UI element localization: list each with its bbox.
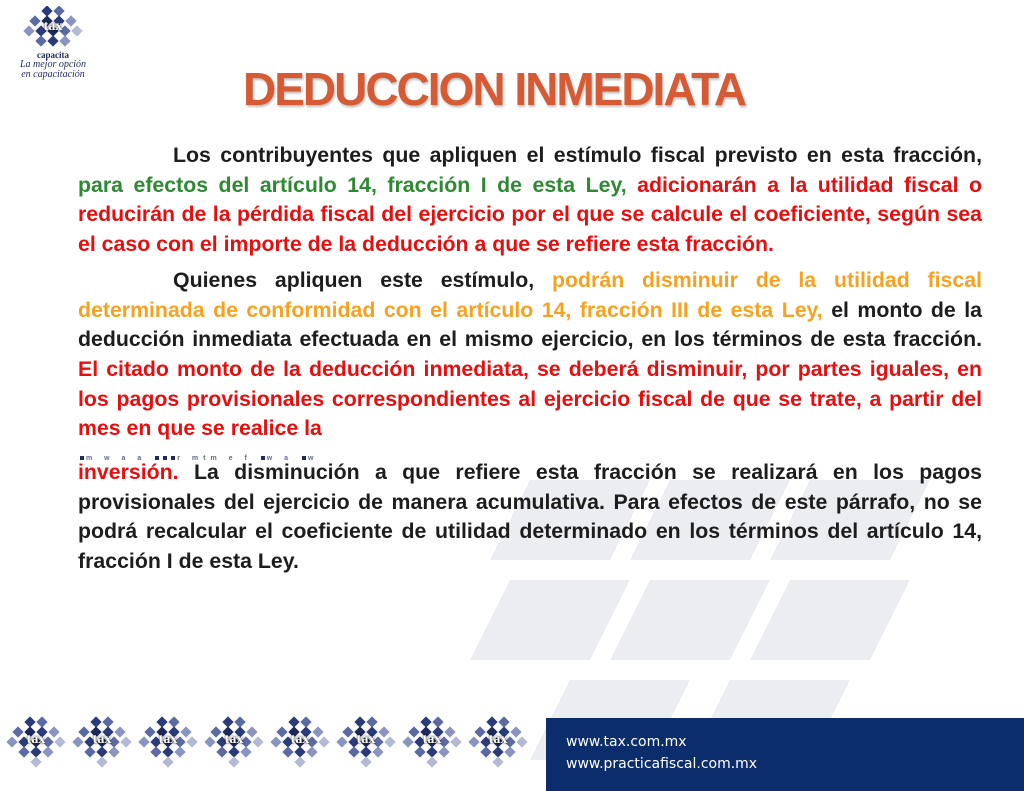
footer-logo: [336, 712, 396, 770]
p1-run-3: adicionarán a la utilidad fiscal o reducirán de la pérdida fiscal del ejercicio por el que se calcule el coeficiente, según sea el caso con el importe de la deducción a que se refiere esta fracción.: [78, 172, 982, 257]
footer-logo-word: tax: [290, 732, 310, 747]
p3-run-2: La disminución a que refiere esta fracción se realizará en los pagos provisionales del ejercicio de manera acumulativa. Para efectos de este párrafo, no se podrá recalcular el coeficiente de utilidad determinado en los términos del artículo 14, fracción I de esta Ley.: [78, 460, 982, 574]
paragraph-3: [78, 458, 982, 577]
footer-logo-word: tax: [92, 732, 112, 747]
footer-link-practicafiscal[interactable]: www.practicafiscal.com.mx: [566, 756, 758, 772]
p2-run-1: Quienes apliquen este estímulo,: [173, 267, 535, 292]
logo-brand: capacita: [37, 50, 69, 60]
footer-bar: [546, 718, 1024, 791]
ghost-part-1: m w a a: [86, 455, 147, 463]
footer-logo: [270, 712, 330, 770]
bullet-square: [163, 456, 167, 460]
paragraph-2: [78, 266, 982, 444]
footer-logo-word: tax: [158, 732, 178, 747]
bullet-square: [80, 456, 84, 460]
bullet-square: [171, 456, 175, 460]
bullet-square: [302, 456, 306, 460]
body-text: [78, 141, 982, 577]
diamond-grid-icon: [21, 6, 85, 52]
page-title: DEDUCCION INMEDIATA: [243, 63, 746, 115]
footer-logo: [72, 712, 132, 770]
p2-run-4: El citado monto de la deducción inmediata, se deberá disminuir, por partes iguales, en los pagos provisionales correspondientes al ejercicio fiscal de que se trate, a partir del mes en que se realice la: [78, 356, 982, 441]
footer-logo: [6, 712, 66, 770]
p2-run-2: podrán disminuir de la utilidad fiscal determinada de conformidad con el artículo 14, fracción III de esta Ley,: [78, 267, 982, 322]
p1-run-1: Los contribuyentes que apliquen el estímulo fiscal previsto en esta fracción,: [173, 143, 982, 167]
logo-tagline-1: La mejor opción: [19, 59, 87, 70]
ghost-part-2: r mtm e f: [177, 455, 252, 463]
footer-logo: [204, 712, 264, 770]
footer-logo-word: tax: [26, 732, 46, 747]
logo-word: tax: [43, 19, 63, 34]
bullet-square: [155, 456, 159, 460]
ghost-part-4: w: [308, 455, 319, 463]
footer-logo: [138, 712, 198, 770]
logo-tagline-2: en capacitación: [21, 69, 85, 80]
footer-logo-word: tax: [422, 732, 442, 747]
paragraph-1: [78, 141, 982, 260]
footer-logo-word: tax: [356, 732, 376, 747]
footer-logo: [468, 712, 528, 770]
footer-link-tax[interactable]: www.tax.com.mx: [566, 734, 687, 750]
ghost-text-line: [78, 444, 982, 463]
footer-logo-strip: [6, 712, 546, 772]
brand-logo: [8, 6, 98, 92]
footer-logo-word: tax: [488, 732, 508, 747]
ghost-part-3: w a: [266, 455, 294, 463]
p3-run-1: inversión.: [78, 460, 179, 485]
p1-run-2: para efectos del artículo 14, fracción I de esta Ley,: [78, 172, 627, 197]
bullet-square: [261, 456, 265, 460]
footer-logo: [402, 712, 462, 770]
p2-run-3: el monto de la deducción inmediata efectuada en el mismo ejercicio, en los términos de esta fracción.: [78, 297, 982, 352]
footer-logo-word: tax: [224, 732, 244, 747]
